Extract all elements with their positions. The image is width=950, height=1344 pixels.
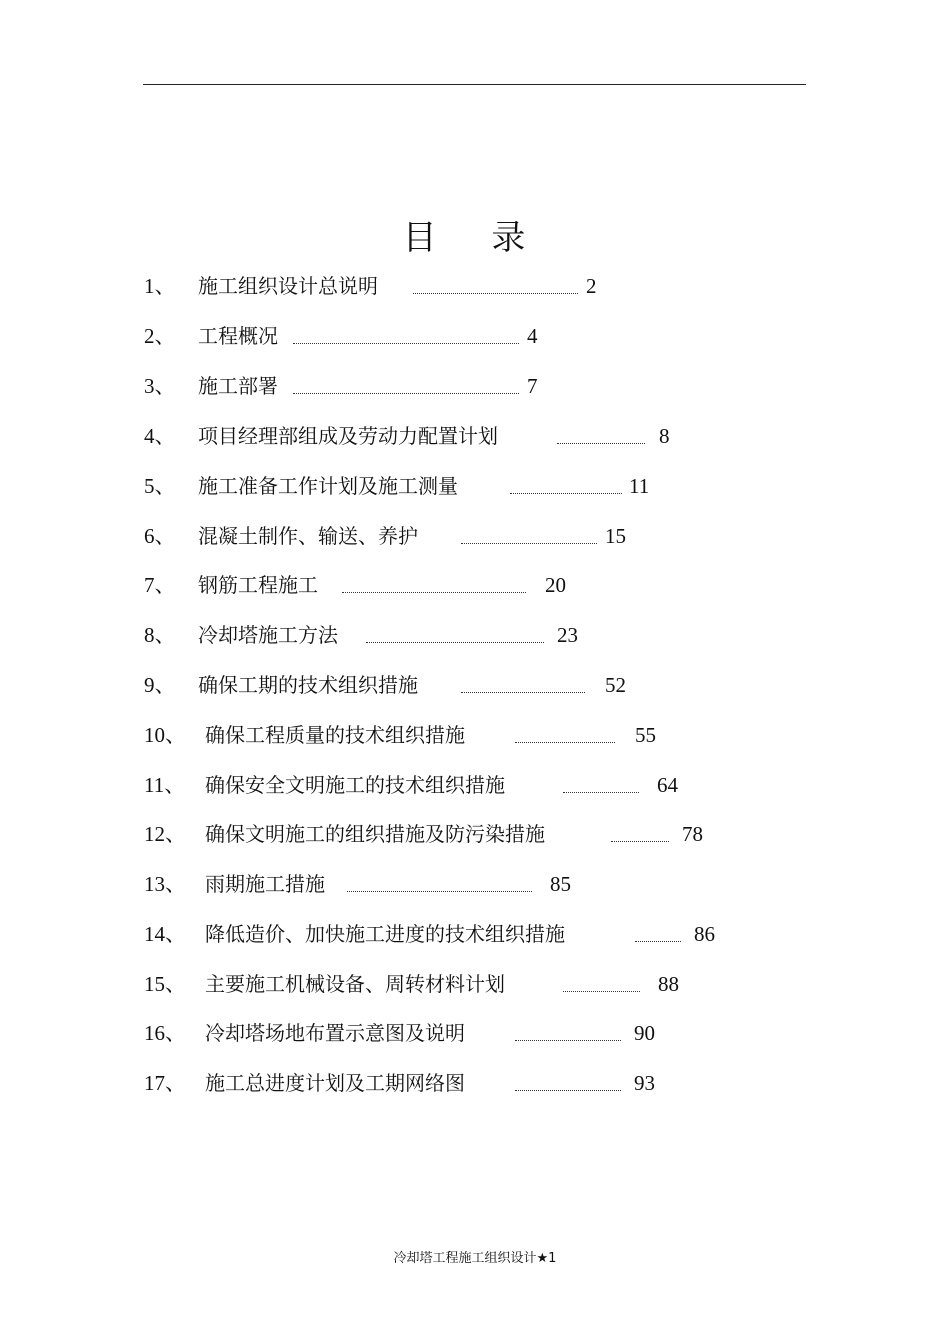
toc-number: 8、 <box>144 623 176 647</box>
toc-leader <box>515 1090 621 1091</box>
toc-page-number: 64 <box>657 773 678 797</box>
toc-page-number: 15 <box>605 524 626 548</box>
toc-title: 雨期施工措施 <box>205 872 325 896</box>
toc-page-number: 4 <box>527 324 538 348</box>
toc-leader <box>515 1040 621 1041</box>
toc-number: 4、 <box>144 424 176 448</box>
toc-title: 确保工期的技术组织措施 <box>198 673 418 697</box>
toc-page-number: 52 <box>605 673 626 697</box>
toc-number: 15、 <box>144 972 186 996</box>
toc-number: 9、 <box>144 673 176 697</box>
toc-page-number: 90 <box>634 1021 655 1045</box>
toc-item[interactable] <box>0 720 950 750</box>
toc-item[interactable] <box>0 271 950 301</box>
toc-item[interactable] <box>0 321 950 351</box>
toc-leader <box>635 941 681 942</box>
toc-title: 施工总进度计划及工期网络图 <box>205 1071 465 1095</box>
toc-leader <box>563 792 639 793</box>
toc-page-number: 23 <box>557 623 578 647</box>
toc-leader <box>461 543 597 544</box>
toc-leader <box>515 742 615 743</box>
toc-item[interactable] <box>0 969 950 999</box>
toc-item[interactable] <box>0 371 950 401</box>
toc-number: 2、 <box>144 324 176 348</box>
toc-item[interactable] <box>0 421 950 451</box>
toc-page-number: 55 <box>635 723 656 747</box>
toc-title: 主要施工机械设备、周转材料计划 <box>205 972 505 996</box>
toc-number: 1、 <box>144 274 176 298</box>
toc-title: 确保文明施工的组织措施及防污染措施 <box>205 822 545 846</box>
toc-leader <box>413 293 578 294</box>
toc-leader <box>342 592 526 593</box>
toc-title: 施工准备工作计划及施工测量 <box>198 474 458 498</box>
toc-leader <box>563 991 640 992</box>
toc-item[interactable] <box>0 1018 950 1048</box>
toc-item[interactable] <box>0 919 950 949</box>
toc-title: 确保安全文明施工的技术组织措施 <box>205 773 505 797</box>
toc-number: 16、 <box>144 1021 186 1045</box>
toc-title: 施工组织设计总说明 <box>198 274 378 298</box>
toc-page-number: 88 <box>658 972 679 996</box>
toc-leader <box>293 343 519 344</box>
toc-title: 工程概况 <box>198 324 278 348</box>
toc-number: 5、 <box>144 474 176 498</box>
toc-title: 施工部署 <box>198 374 278 398</box>
page-footer: 冷却塔工程施工组织设计★1 <box>393 1251 557 1266</box>
toc-title: 确保工程质量的技术组织措施 <box>205 723 465 747</box>
toc-leader <box>611 841 669 842</box>
toc-page-number: 20 <box>545 573 566 597</box>
toc-page-number: 2 <box>586 274 597 298</box>
toc-leader <box>347 891 532 892</box>
toc-title: 混凝土制作、输送、养护 <box>198 524 418 548</box>
toc-page-number: 11 <box>629 474 650 498</box>
toc-item[interactable] <box>0 670 950 700</box>
toc-page-number: 7 <box>527 374 538 398</box>
page-title: 目 录 <box>402 218 548 258</box>
toc-page-number: 86 <box>694 922 715 946</box>
toc-number: 7、 <box>144 573 176 597</box>
toc-item[interactable] <box>0 1068 950 1098</box>
toc-number: 12、 <box>144 822 186 846</box>
toc-title: 项目经理部组成及劳动力配置计划 <box>198 424 498 448</box>
toc-number: 14、 <box>144 922 186 946</box>
toc-number: 11、 <box>144 773 186 797</box>
toc-page-number: 93 <box>634 1071 655 1095</box>
toc-page-number: 78 <box>682 822 703 846</box>
toc-number: 10、 <box>144 723 186 747</box>
toc-number: 17、 <box>144 1071 186 1095</box>
toc-item[interactable] <box>0 819 950 849</box>
toc-item[interactable] <box>0 570 950 600</box>
toc-leader <box>461 692 585 693</box>
toc-leader <box>293 393 519 394</box>
toc-leader <box>557 443 645 444</box>
toc-title: 降低造价、加快施工进度的技术组织措施 <box>205 922 565 946</box>
toc-page-number: 8 <box>659 424 670 448</box>
toc-number: 3、 <box>144 374 176 398</box>
toc-number: 6、 <box>144 524 176 548</box>
toc-page-number: 85 <box>550 872 571 896</box>
toc-number: 13、 <box>144 872 186 896</box>
toc-item[interactable] <box>0 770 950 800</box>
toc-title: 冷却塔施工方法 <box>198 623 338 647</box>
toc-title: 冷却塔场地布置示意图及说明 <box>205 1021 465 1045</box>
toc-title: 钢筋工程施工 <box>198 573 318 597</box>
toc-item[interactable] <box>0 620 950 650</box>
toc-leader <box>510 493 622 494</box>
toc-item[interactable] <box>0 521 950 551</box>
toc-item[interactable] <box>0 471 950 501</box>
toc-item[interactable] <box>0 869 950 899</box>
toc-leader <box>366 642 544 643</box>
